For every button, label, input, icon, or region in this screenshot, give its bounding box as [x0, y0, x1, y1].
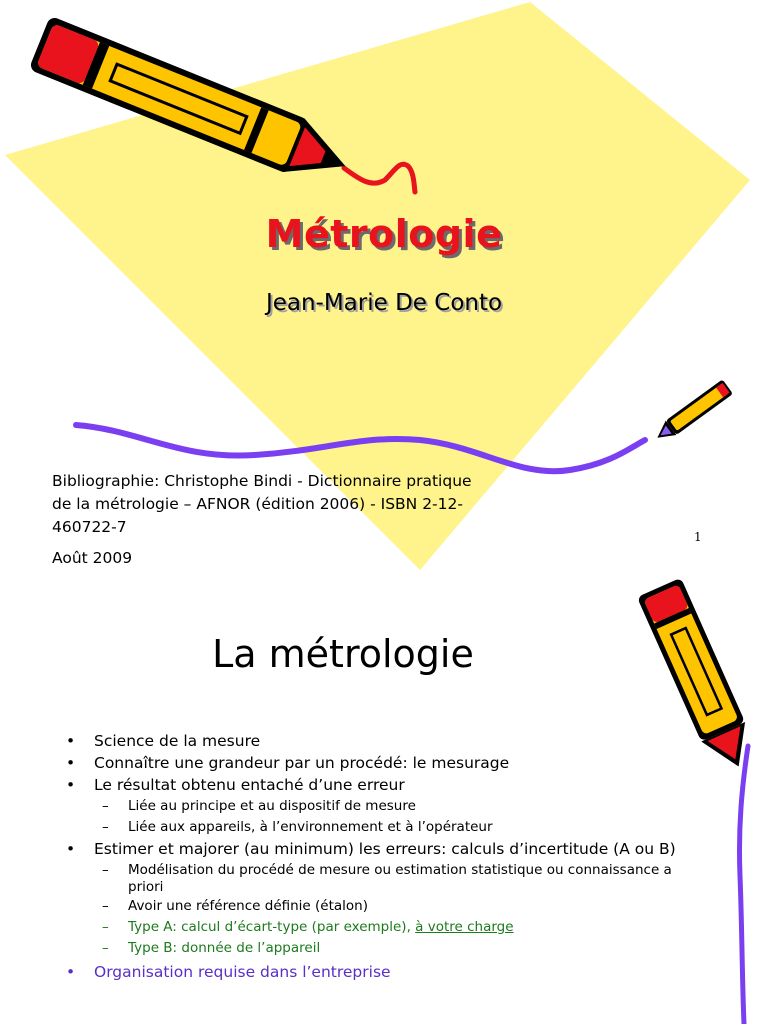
bibliography-text: Bibliographie: Christophe Bindi - Dictionnaire pratique de la métrologie – AFNOR (édition 2006) - ISBN 2-12-460722-7	[52, 472, 472, 536]
list-item: • Estimer et majorer (au minimum) les erreurs: calculs d’incertitude (A ou B)	[66, 840, 676, 858]
list-subitem: – Type A: calcul d’écart-type (par exemple), à votre charge	[102, 919, 514, 935]
list-subitem: – Liée aux appareils, à l’environnement et à l’opérateur	[102, 819, 493, 835]
bullet-list	[62, 730, 702, 983]
charge-link[interactable]: à votre charge	[415, 919, 514, 935]
small-pencil-icon	[652, 379, 733, 445]
date-text: Août 2009	[52, 549, 133, 567]
list-subitem: – Liée au principe et au dispositif de mesure	[102, 798, 416, 814]
list-item: • Connaître une grandeur par un procédé: le mesurage	[66, 754, 510, 772]
slide2-title: La métrologie	[212, 632, 474, 676]
slide-subtitle: Jean-Marie De Conto	[265, 290, 503, 316]
list-item: • Organisation requise dans l’entreprise	[66, 963, 391, 981]
list-item: • Science de la mesure	[66, 732, 261, 750]
page-number: 1	[694, 530, 702, 544]
list-subitem: – Type B: donnée de l’appareil	[102, 940, 321, 956]
list-subitem: – Modélisation du procédé de mesure ou estimation statistique ou connaissance a priori	[102, 862, 672, 895]
list-subitem: – Avoir une référence définie (étalon)	[102, 898, 369, 914]
list-item: • Le résultat obtenu entaché d’une erreur	[66, 776, 405, 794]
side-wave-line	[739, 746, 748, 1024]
slide-title: Métrologie	[265, 212, 503, 256]
